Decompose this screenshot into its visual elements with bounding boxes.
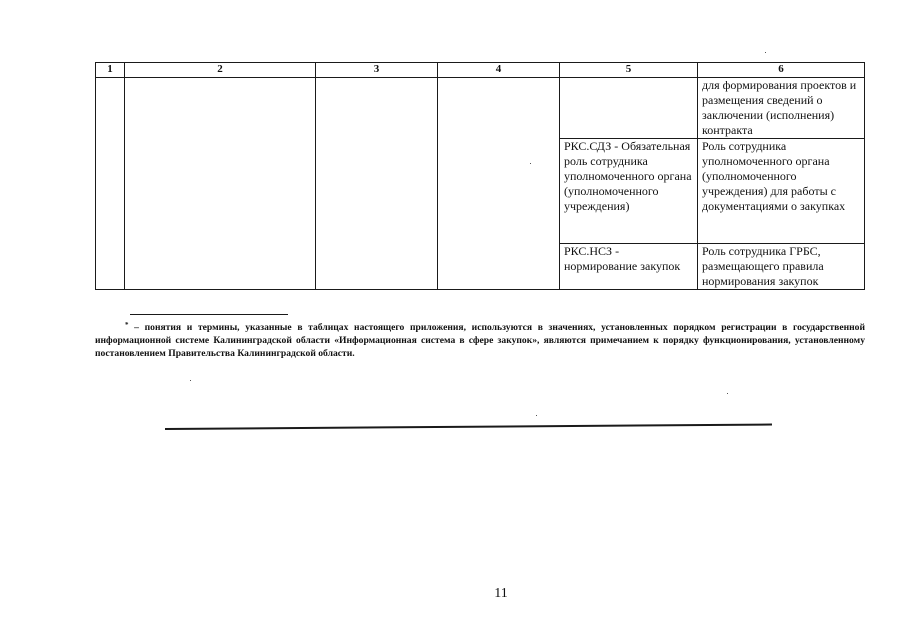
column-number-row (96, 63, 865, 78)
footnote-separator (130, 314, 288, 315)
footnote-marker: * (125, 321, 129, 329)
roles-table (95, 62, 865, 290)
closing-rule (165, 424, 772, 430)
table-cell-role-description: Роль сотрудника ГРБС, размещающего правила нормирования закупок (698, 244, 865, 290)
footnote-text: – понятия и термины, указанные в таблицах настоящего приложения, используются в значениях, установленных порядком регистрации в государственной информационной системе Калининградской области «Информационная система в сфере закупок», являются примечанием к порядку функционирования, установленному постановлением Правительства Калининградской области. (95, 322, 865, 359)
column-number-cell: 3 (316, 63, 438, 78)
column-number-cell: 2 (125, 63, 316, 78)
column-number-cell: 4 (438, 63, 560, 78)
column-number-cell: 6 (698, 63, 865, 78)
table-cell-role-code (560, 78, 698, 139)
table-cell-col4 (438, 78, 560, 290)
column-number-cell: 5 (560, 63, 698, 78)
scan-speck (727, 393, 728, 394)
scan-speck (536, 415, 537, 416)
table-cell-col2 (125, 78, 316, 290)
table-cell-col1 (96, 78, 125, 290)
scan-speck (765, 52, 766, 53)
table-cell-role-code: РКС.СДЗ - Обязательная роль сотрудника уполномоченного органа (уполномоченного учреждения) (560, 139, 698, 244)
scan-speck (530, 163, 531, 164)
footnote (95, 321, 865, 360)
table-cell-col3 (316, 78, 438, 290)
table-cell-role-description: для формирования проектов и размещения сведений о заключении (исполнения) контракта (698, 78, 865, 139)
page-number: 11 (494, 586, 508, 601)
table-row (96, 78, 865, 139)
table-cell-role-code: РКС.НСЗ - нормирование закупок (560, 244, 698, 290)
table-cell-role-description: Роль сотрудника уполномоченного органа (уполномоченного учреждения) для работы с документациями о закупках (698, 139, 865, 244)
scan-speck (190, 380, 191, 381)
column-number-cell: 1 (96, 63, 125, 78)
